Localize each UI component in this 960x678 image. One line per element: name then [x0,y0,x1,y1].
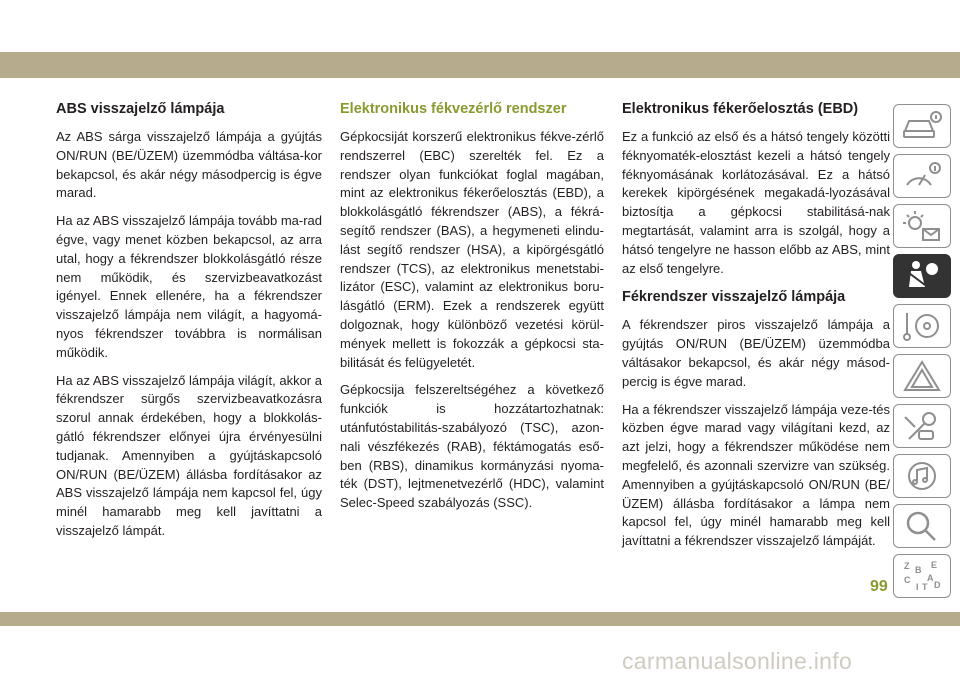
index-letter-b: B [915,565,922,575]
index-letter-a: A [927,573,934,583]
tab-index[interactable] [893,554,951,598]
brake-warning-paragraph-2: Ha a fékrendszer visszajelző lámpája veze-tés közben égve marad vagy világítani kezd, az azt jelzi, hogy a fékrendszer működése nem megfelelő, és azonnali szervizre van szükség. Amennyiben a gyújtáskapcsoló ON/RUN (BE/ÜZEM) állásba fordításakor a lámpa nem kapcsol fel, úgy minél hamarabb meg kell javíttatni a fékrendszer visszajelző lámpáját. [622,401,890,549]
index-letter-c: C [904,575,911,585]
column-ebd [622,100,890,560]
service-wrench-icon [901,409,943,443]
key-steering-icon [901,309,943,343]
abs-paragraph-2: Ha az ABS visszajelző lámpája tovább ma-rad égve, vagy menet közben bekapcsol, az arra utal, hogy a fékrendszer blokkolásgátló része nem működik, és szervizbeavatkozást igényel. Ennek ellenére, ha a fékrendszer visszajelző lámpája nem világít, a hagyomá-nyos fékrendszer továbbra is normálisan működik. [56,213,322,360]
tab-emergency[interactable] [893,354,951,398]
watermark: carmanualsonline.info [622,648,853,674]
header-band [0,52,960,78]
dashboard-info-icon [901,159,943,193]
ebc-heading: Elektronikus fékvezérlő rendszer [340,101,567,117]
tab-service[interactable] [893,404,951,448]
tab-car-info[interactable] [893,104,951,148]
tab-search[interactable] [893,504,951,548]
tab-starting[interactable] [893,304,951,348]
tab-multimedia[interactable] [893,454,951,498]
abs-paragraph-1: Az ABS sárga visszajelző lámpája a gyújtás ON/RUN (BE/ÜZEM) üzemmódba váltása-kor bekapcsol, és akár négy másodpercig is égve marad. [56,129,322,201]
index-letter-e: E [931,560,938,570]
seatbelt-safety-icon [901,259,943,293]
index-letter-t: T [922,582,928,592]
column-abs [56,100,322,550]
brake-warning-heading: Fékrendszer visszajelző lámpája [622,289,846,306]
light-mail-icon [901,209,943,243]
index-letter-d: D [934,580,941,590]
footer-band [0,612,960,626]
search-magnifier-icon [901,509,943,543]
ebc-paragraph-1: Gépkocsiját korszerű elektronikus fékve-zérlő rendszerrel (EBC) szerelték fel. Ez a rendszer olyan funkciókat foglal magában, mint az elektronikus fékerőelosztás (EBD), a blokkolásgátló fékrendszer (ABS), a fékrá-segítő rendszer (BAS), a hegymeneti elindu-lást segítő rendszer (HSA), a kipörgésgátló rendszer (TCS), az elektronikus menetstabi-lizátor (ESC), valamint az elektronikus boru-lásgátló (ERM). Ezek a rendszerek együtt dolgoznak, hogy különböző vezetési körül-mények mellett is fokozzák a gépkocsi sta-bilitását és felügyeletét. [340,129,604,370]
index-letter-i: I [916,582,919,592]
warning-triangle-icon [901,359,943,393]
ebc-paragraph-2: Gépkocsija felszereltségéhez a következő funkciók is hozzátartozhatnak: utánfutóstabilitás-szabályozó (TSC), azon-nali vészfékezés (RAB), féktámogatás eső-ben (RBS), dinamikus kormányzási nyoma-ték (DST), lejtmenetvezérlő (HDC), valamint Selec-Speed szabályozás (SSC). [340,382,604,511]
tab-dashboard[interactable] [893,154,951,198]
abs-heading: ABS visszajelző lámpája [56,101,225,117]
alphabet-index-icon [901,559,943,593]
ebd-paragraph: Ez a funkció az első és a hátsó tengely közötti féknyomaték-elosztást kezeli a hátsó tengely féknyomásának korlátozásával. Ez a hátsó kerekek kipörgésének megakadá-lyozásával biztosítja a gépkocsi stabilitásá-nak megtartását, valamint arra is szolgál, hogy a hátsó tengelyre ne hasson előbb az ABS, mint az első tengelyre. [622,129,890,276]
top-margin [0,0,960,38]
index-letter-z: Z [904,561,910,571]
chapter-tabs [893,104,953,604]
car-info-icon [901,109,943,143]
tab-safety[interactable] [893,254,951,298]
abs-paragraph-3: Ha az ABS visszajelző lámpája világít, akkor a fékrendszer sürgős szervizbeavatkozásra szorul annak érdekében, hogy a blokkolás-gátló fékrendszer előnyei újra érvényesülni tudjanak. Amennyiben a gyújtáskapcsoló ON/RUN (BE/ÜZEM) állásba fordításakor az ABS visszajelző lámpája nem kapcsol fel, úgy minél hamarabb meg kell javíttatni a visszajelző lámpát. [56,372,322,538]
column-ebc [340,100,604,522]
brake-warning-paragraph-1: A fékrendszer piros visszajelző lámpája a gyújtás ON/RUN (BE/ÜZEM) üzemmódba váltásakor bekapcsol, és akár négy másod-percig is égve marad. [622,317,890,389]
music-navigation-icon [901,459,943,493]
page-number: 99 [870,578,888,595]
ebd-heading: Elektronikus fékerőelosztás (EBD) [622,101,859,117]
tab-lights[interactable] [893,204,951,248]
